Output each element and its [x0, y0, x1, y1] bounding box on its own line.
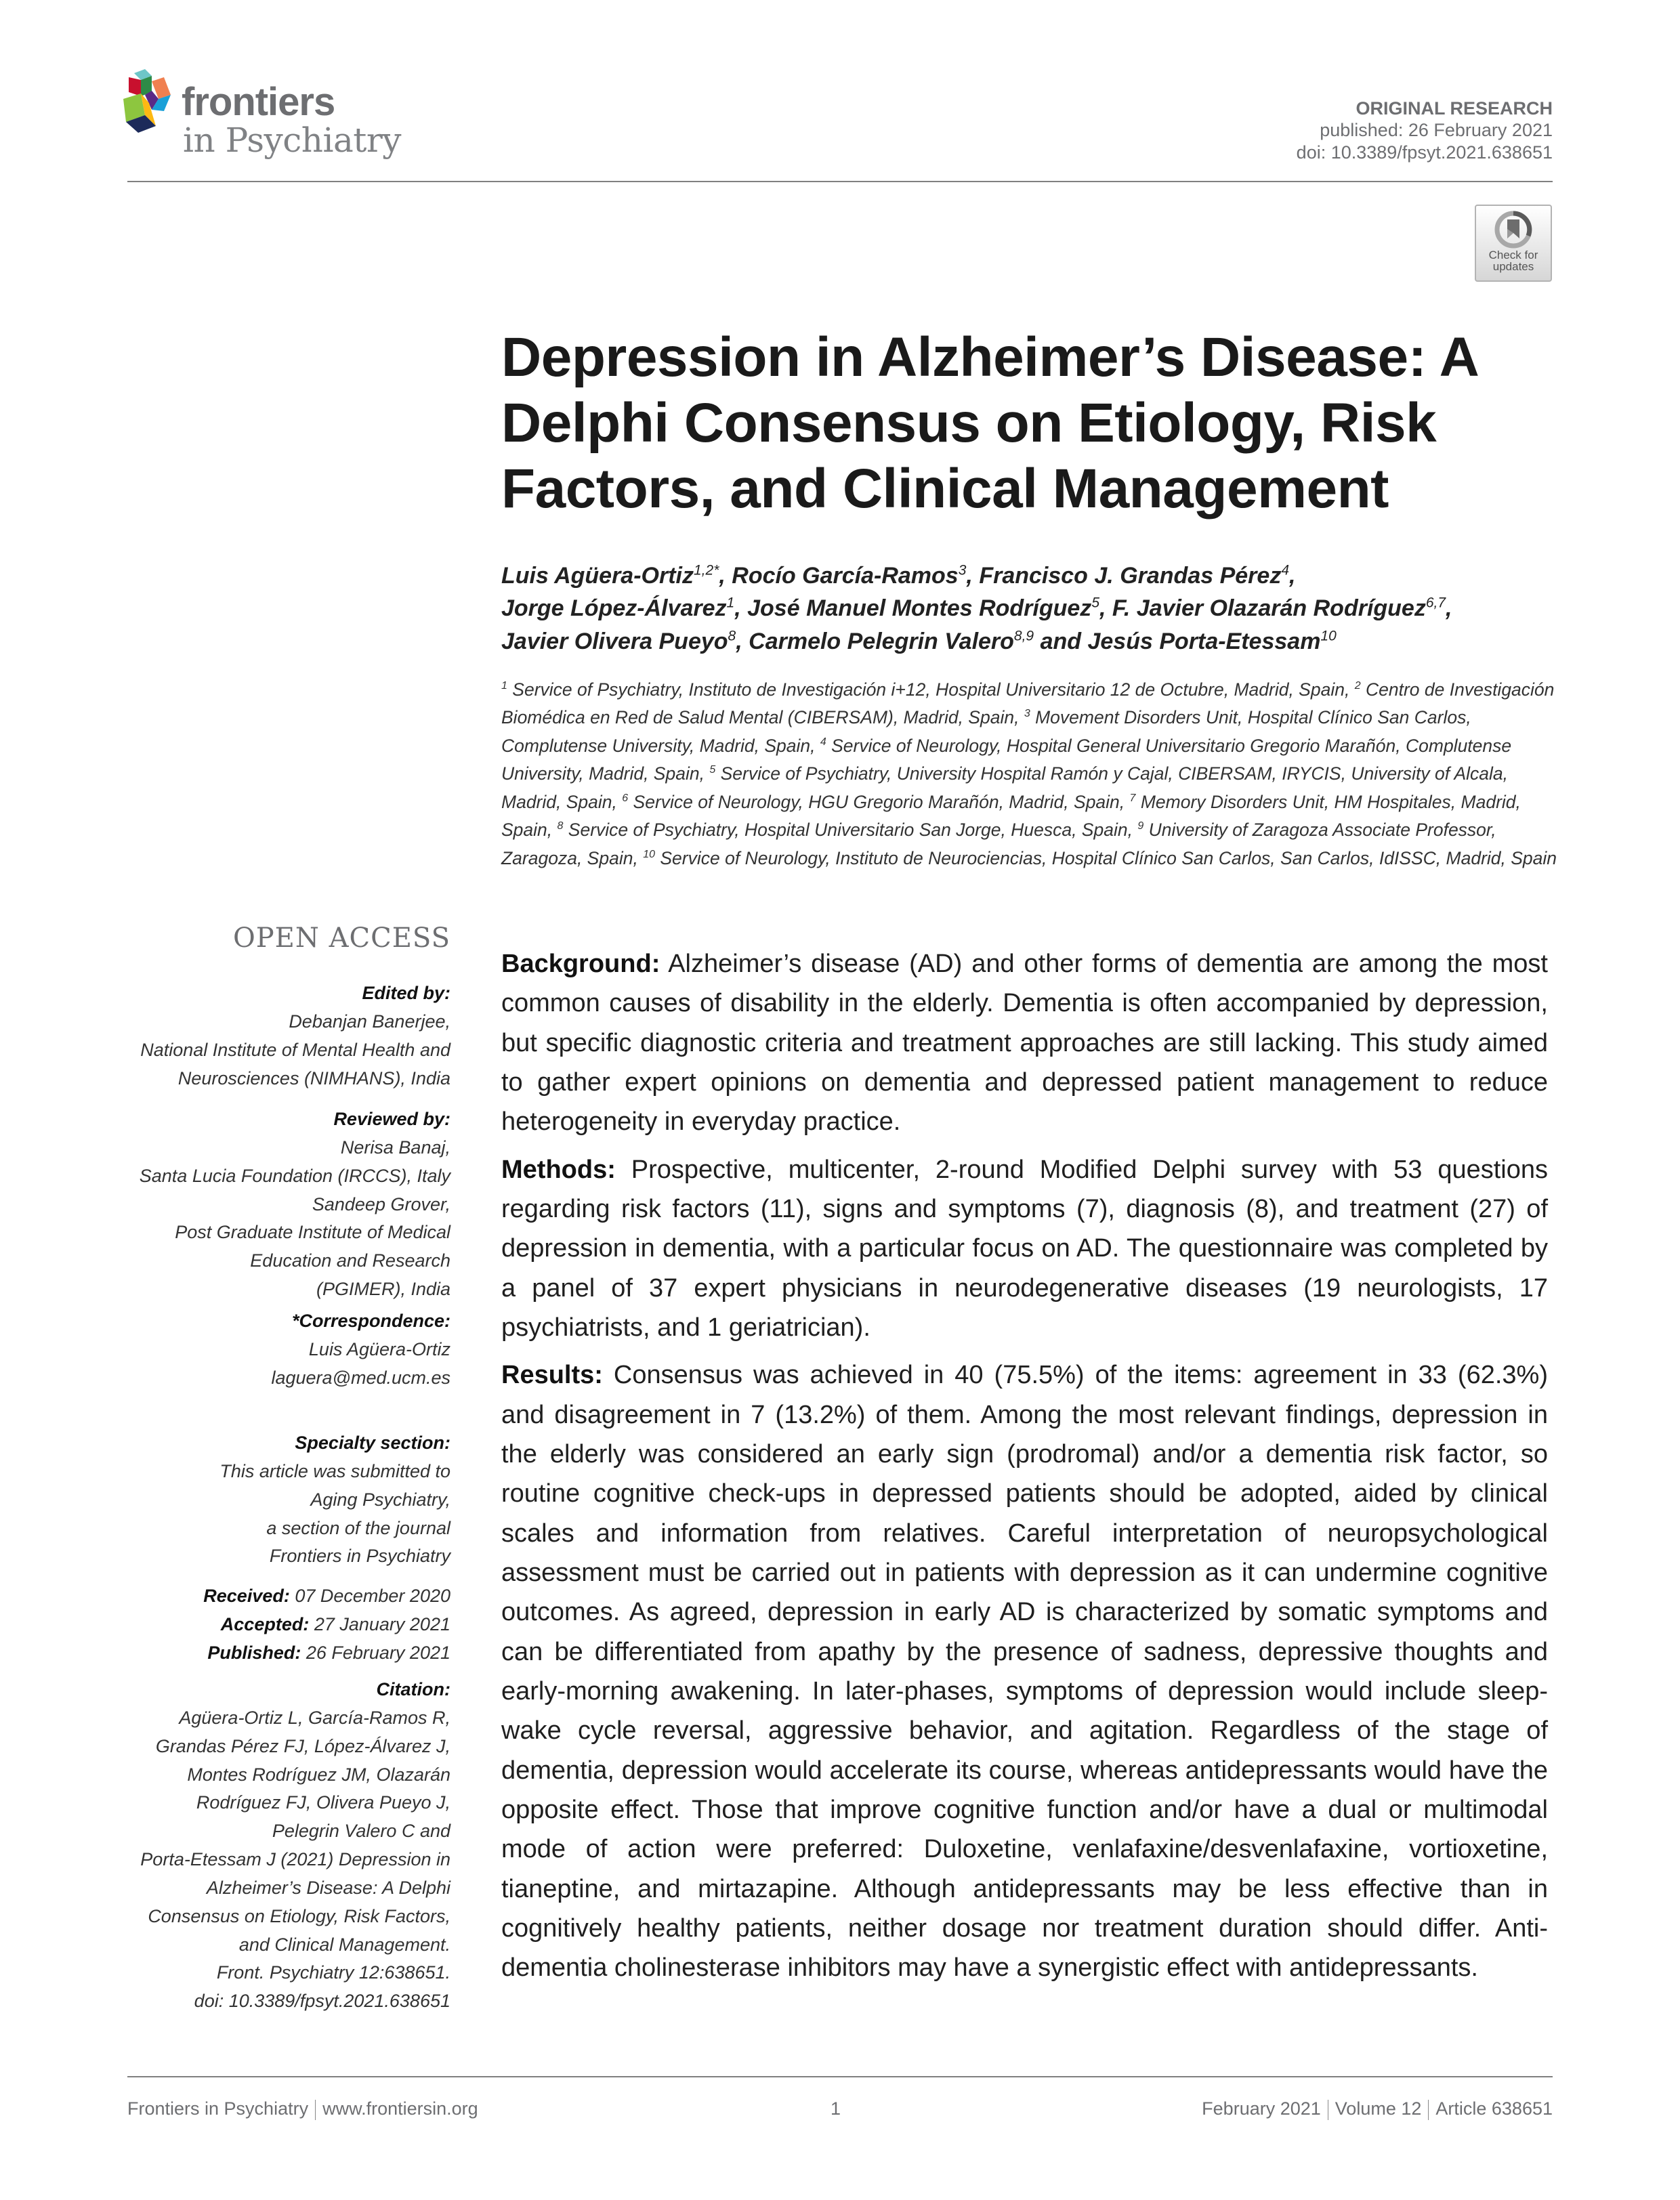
logo-journal-subtitle: in Psychiatry — [183, 121, 402, 160]
author-affiliation-ref: 1,2* — [694, 562, 719, 578]
methods-label: Methods: — [501, 1155, 616, 1184]
affiliation: Centro de Investigación Biomédica en Red de Salud Mental (CIBERSAM), Madrid, Spain, — [501, 679, 1555, 728]
author-affiliation-ref: 5 — [1091, 595, 1099, 611]
author-name: Rocío García-Ramos — [732, 563, 959, 589]
author-separator: , — [1099, 595, 1112, 622]
affiliation-number: 2 — [1354, 680, 1361, 692]
author-separator: , — [966, 563, 980, 589]
editor-affiliation: Neurosciences (NIMHANS), India — [177, 1067, 450, 1088]
affiliation-list — [501, 676, 1572, 872]
results-text: Consensus was achieved in 40 (75.5%) of the items: agreement in 33 (62.3%) and disagreement in 7 (13.2%) of them. Among the most relevant findings, depression in the elderly was considered an early sign (prodromal) and/or a dementia risk factor, so routine cognitive check-ups in depressed patients should be adopted, aided by clinical scales and information from relatives. Careful interpretation of neuropsychological assessment must be carried out in patients with depression as it can undermine cognitive outcomes. As agreed, depression in early AD is characterized by somatic symptoms and can be differentiated from apathy by the presence of sadness, depressive thoughts and early-morning awakening. In later-phases, symptoms of depression would include sleep-wake cycle reversal, aggressive behavior, and agitation. Regardless of the stage of dementia, depression would accelerate its course, whereas antidepressants would have the opposite effect. Those that improve cognitive function and/or have a dual or multimodal mode of action were preferred: Duloxetine, venlafaxine/desvenlafaxine, vortioxetine, tianeptine, and mirtazapine. Although antidepressants may be less effective than in cognitively healthy patients, neither dosage nor treatment duration should differ. Anti-dementia cholinesterase inhibitors may have a synergistic effect with antidepressants. — [501, 1361, 1548, 1983]
abstract-methods — [501, 1150, 1548, 1348]
specialty-text: This article was submitted to — [219, 1460, 450, 1481]
author-list — [501, 559, 1572, 658]
citation-line: and Clinical Management. — [238, 1934, 450, 1955]
citation-line: Grandas Pérez FJ, López-Álvarez J, — [155, 1735, 450, 1756]
published-label: Published: — [207, 1642, 301, 1663]
footer-date: February 2021 — [1202, 2098, 1321, 2119]
author-separator: , — [1446, 595, 1452, 622]
footer-journal-name: Frontiers in Psychiatry — [127, 2098, 309, 2119]
correspondence-label: *Correspondence: — [291, 1311, 450, 1331]
author-separator: , — [734, 595, 748, 622]
doi-link[interactable]: doi: 10.3389/fpsyt.2021.638651 — [1296, 142, 1553, 163]
author-name: Jesús Porta-Etessam — [1087, 628, 1321, 654]
citation-line: Agüera-Ortiz L, García-Ramos R, — [179, 1707, 450, 1728]
affiliation: Service of Neurology, Hospital General Universitario Gregorio Marañón, Complutense University, Madrid, Spain, — [501, 735, 1512, 784]
citation-line: Porta-Etessam J (2021) Depression in — [140, 1849, 450, 1870]
citation-line: Montes Rodríguez JM, Olazarán — [187, 1764, 450, 1785]
author-affiliation-ref: 10 — [1320, 628, 1337, 644]
abstract — [501, 944, 1548, 1996]
citation-line: Front. Psychiatry 12:638651. — [216, 1962, 450, 1983]
affiliation: Service of Neurology, Instituto de Neurociencias, Hospital Clínico San Carlos, San Carlos, IdISSC, Madrid, Spain — [660, 847, 1557, 868]
correspondence-name: Luis Agüera-Ortiz — [308, 1338, 450, 1359]
author[interactable] — [501, 563, 719, 589]
author-name: F. Javier Olazarán Rodríguez — [1112, 595, 1426, 622]
citation-line: Rodríguez FJ, Olivera Pueyo J, — [196, 1792, 450, 1813]
reviewer-affiliation: (PGIMER), India — [316, 1279, 450, 1300]
header-divider — [127, 181, 1553, 182]
methods-text: Prospective, multicenter, 2-round Modified Delphi survey with 53 questions regarding risk factors (11), signs and symptoms (7), diagnosis (8), and treatment (27) of depression in dementia, with a particular focus on AD. The questionnaire was completed by a panel of 37 expert physicians in neurodegenerative diseases (19 neurologists, 17 psychiatrists, and 1 geriatrician). — [501, 1155, 1548, 1342]
author-separator: , — [736, 628, 749, 654]
check-for-updates-line2: updates — [1492, 260, 1534, 273]
published-date: published: 26 February 2021 — [1320, 120, 1553, 141]
citation-label: Citation: — [376, 1679, 450, 1699]
specialty-section — [108, 1429, 450, 1571]
affiliation-number: 4 — [820, 736, 826, 748]
editor-affiliation: National Institute of Mental Health and — [140, 1039, 450, 1060]
footer-website-link[interactable]: www.frontiersin.org — [322, 2098, 478, 2119]
abstract-results — [501, 1355, 1548, 1987]
article-title: Depression in Alzheimer’s Disease: A Delphi Consensus on Etiology, Risk Factors, and Clinical Management — [501, 326, 1477, 520]
author[interactable] — [749, 629, 1034, 654]
editor-name: Debanjan Banerjee, — [289, 1011, 450, 1032]
author-separator: , — [1289, 563, 1296, 589]
article-meta — [1297, 98, 1553, 163]
reviewer-name: Nerisa Banaj, — [340, 1137, 450, 1158]
affiliation-number: 10 — [643, 848, 655, 860]
background-text: Alzheimer’s disease (AD) and other forms of dementia are among the most common causes of disability in the elderly. Dementia is often accompanied by depression, but specific diagnostic criteria and treatment approaches are still lacking. This study aimed to gather expert opinions on dementia and depressed patient management to reduce heterogeneity in everyday practice. — [501, 950, 1548, 1137]
reviewed-by-label: Reviewed by: — [333, 1109, 450, 1129]
correspondence-section — [108, 1307, 450, 1393]
author-affiliation-ref: 1 — [726, 595, 735, 611]
journal-logo[interactable] — [122, 68, 420, 169]
affiliation: Memory Disorders Unit, HM Hospitales, Madrid, Spain, — [501, 791, 1521, 841]
correspondence-email-link[interactable]: laguera@med.ucm.es — [271, 1367, 450, 1388]
author-name: Luis Agüera-Ortiz — [501, 563, 694, 589]
accepted-date: 27 January 2021 — [309, 1613, 450, 1634]
check-for-updates-line1: Check for — [1488, 249, 1538, 261]
edited-by-section — [108, 979, 450, 1093]
page-number: 1 — [831, 2098, 841, 2119]
dates-section — [108, 1582, 450, 1668]
affiliation-number: 6 — [622, 792, 629, 805]
affiliation: University of Zaragoza Associate Professor, Zaragoza, Spain, — [501, 820, 1496, 868]
results-label: Results: — [501, 1361, 603, 1390]
author-affiliation-ref: 3 — [958, 562, 967, 578]
received-label: Received: — [203, 1586, 290, 1606]
received-date: 07 December 2020 — [289, 1586, 450, 1606]
affiliation: Movement Disorders Unit, Hospital Clínico San Carlos, Complutense University, Madrid, Spain, — [501, 707, 1471, 756]
logo-brand-word: frontiers — [182, 80, 335, 124]
footer-separator — [315, 2100, 316, 2120]
affiliation-number: 1 — [501, 680, 507, 692]
author[interactable] — [1112, 595, 1446, 621]
citation-doi-link[interactable]: doi: 10.3389/fpsyt.2021.638651 — [194, 1991, 450, 2012]
author-separator: , — [719, 563, 732, 589]
accepted-label: Accepted: — [220, 1613, 310, 1634]
footer-article-number: Article 638651 — [1435, 2098, 1553, 2119]
footer-separator — [1428, 2100, 1429, 2120]
author-name: Jorge López-Álvarez — [501, 595, 727, 622]
author[interactable] — [501, 629, 736, 654]
author-affiliation-ref: 8 — [728, 628, 736, 644]
reviewer-name: Sandeep Grover, — [312, 1193, 450, 1214]
footer-divider — [127, 2076, 1553, 2077]
author-separator: and — [1034, 628, 1088, 654]
author-affiliation-ref: 4 — [1281, 562, 1289, 578]
affiliation-number: 9 — [1137, 820, 1144, 832]
author-name: Carmelo Pelegrin Valero — [749, 628, 1014, 654]
author-name: Francisco J. Grandas Pérez — [979, 563, 1282, 589]
affiliation-number: 8 — [557, 820, 564, 832]
citation-line: Alzheimer’s Disease: A Delphi — [206, 1877, 450, 1898]
background-label: Background: — [501, 950, 660, 978]
author-name: Javier Olivera Pueyo — [501, 628, 728, 654]
footer-volume: Volume 12 — [1335, 2098, 1422, 2119]
citation-line: Pelegrin Valero C and — [272, 1821, 450, 1842]
citation-line: Consensus on Etiology, Risk Factors, — [148, 1905, 450, 1926]
open-access-label: OPEN ACCESS — [232, 923, 450, 954]
reviewer-affiliation: Santa Lucia Foundation (IRCCS), Italy — [139, 1165, 450, 1186]
specialty-section-label: Specialty section: — [295, 1433, 450, 1453]
check-for-updates-label — [1476, 249, 1551, 272]
author[interactable] — [501, 595, 734, 621]
affiliation: Service of Psychiatry, Instituto de Investigación i+12, Hospital Universitario 12 de Octubre, Madrid, Spain, — [512, 679, 1350, 700]
frontiers-cubes-icon — [122, 68, 183, 135]
author[interactable] — [747, 595, 1099, 621]
bookmark-ring-icon — [1494, 210, 1533, 249]
reviewer-affiliation: Post Graduate Institute of Medical — [175, 1222, 450, 1243]
affiliation: Service of Psychiatry, University Hospital Ramón y Cajal, CIBERSAM, IRYCIS, University of Alcala, Madrid, Spain, — [501, 763, 1509, 812]
author-affiliation-ref: 8,9 — [1013, 628, 1034, 644]
footer-journal — [127, 2098, 478, 2120]
author[interactable] — [1087, 629, 1336, 654]
reviewed-by-section — [108, 1105, 450, 1304]
affiliation-number: 5 — [709, 764, 716, 776]
author-affiliation-ref: 6,7 — [1425, 595, 1446, 611]
affiliation-number: 7 — [1129, 792, 1136, 805]
author[interactable] — [979, 563, 1289, 589]
specialty-text: Aging Psychiatry, — [310, 1489, 450, 1510]
author[interactable] — [732, 563, 966, 589]
published-date-sidebar: 26 February 2021 — [301, 1642, 450, 1663]
footer-issue-info — [1202, 2098, 1553, 2120]
check-for-updates-button[interactable] — [1475, 205, 1552, 282]
affiliation-number: 3 — [1024, 708, 1030, 720]
specialty-text: Frontiers in Psychiatry — [269, 1546, 450, 1567]
affiliation: Service of Neurology, HGU Gregorio Marañón, Madrid, Spain, — [633, 791, 1125, 812]
abstract-background — [501, 944, 1548, 1142]
author-name: José Manuel Montes Rodríguez — [747, 595, 1092, 622]
citation-section — [108, 1676, 450, 2016]
edited-by-label: Edited by: — [362, 983, 450, 1003]
article-type: ORIGINAL RESEARCH — [1356, 98, 1553, 119]
specialty-text: a section of the journal — [266, 1517, 450, 1538]
reviewer-affiliation: Education and Research — [250, 1250, 450, 1271]
affiliation: Service of Psychiatry, Hospital Universitario San Jorge, Huesca, Spain, — [568, 820, 1133, 841]
